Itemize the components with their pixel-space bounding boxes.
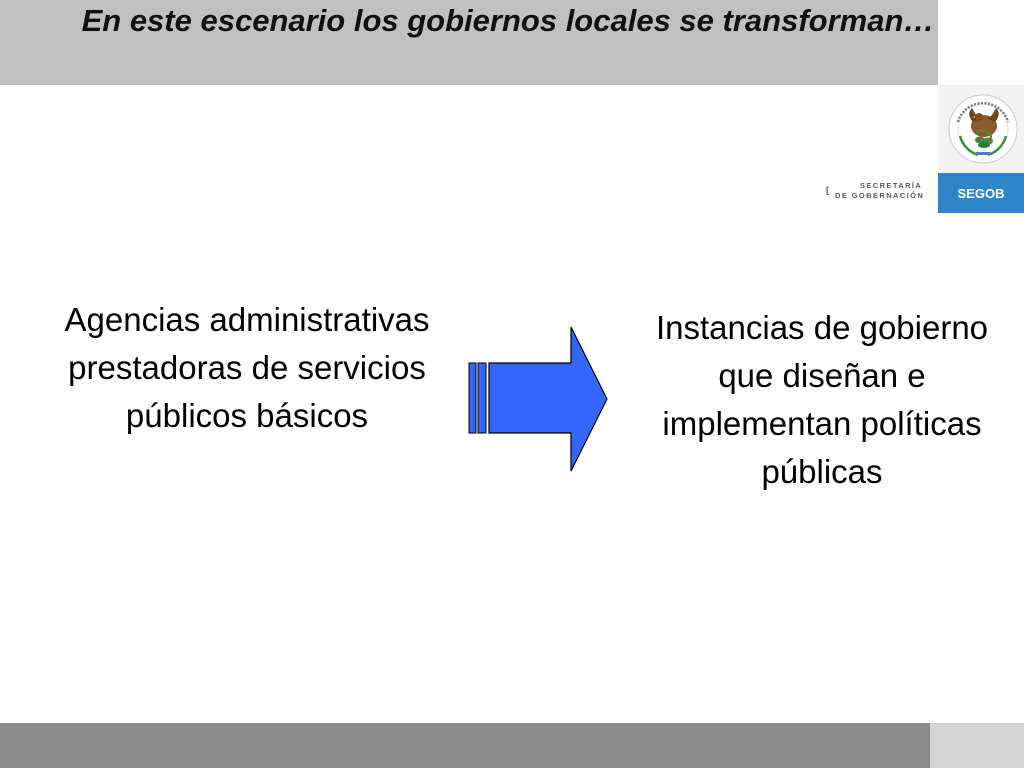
footer-corner [930, 723, 1024, 768]
de-gobernacion-label: DE GOBERNACIÓN [835, 191, 925, 200]
segob-label: SEGOB [957, 185, 1005, 201]
wordmark-marker: [ [826, 185, 829, 195]
right-arrow-icon [466, 326, 610, 472]
left-text-block: Agencias administrativas prestadoras de servicios públicos básicos [64, 301, 430, 434]
slide-title: En este escenario los gobiernos locales se transforman… [81, 3, 935, 38]
coat-of-arms-seal-icon [946, 92, 1020, 166]
secretaria-label: SECRETARÍA [860, 181, 923, 190]
right-text-block: Instancias de gobierno que diseñan e implementan políticas públicas [655, 309, 989, 490]
segob-logo [938, 173, 1024, 213]
secretaria-de-gobernacion-wordmark [826, 180, 930, 204]
footer-bar [0, 723, 930, 768]
